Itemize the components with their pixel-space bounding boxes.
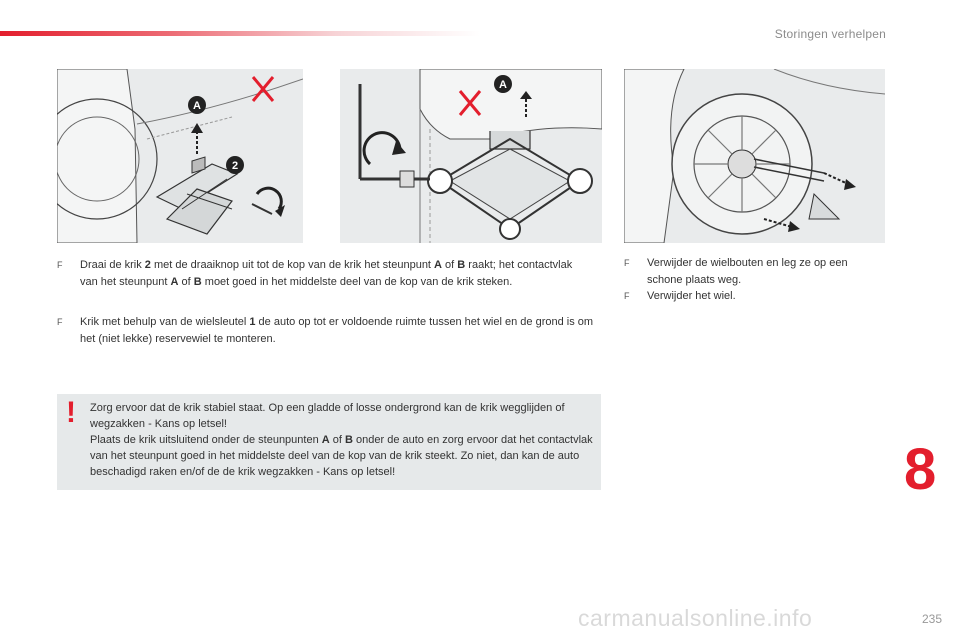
wheel-removal-illustration [624,69,885,243]
callout-2-label: 2 [231,160,239,172]
step-text: Draai de krik 2 met de draaiknop uit tot de kop van de krik het steunpunt A of B raakt; het contactvlak van het steunpunt A of B moet goed in het middelste deel van de kop van de krik steken. [80,259,573,288]
step-text: Verwijder de wielbouten en leg ze op een schone plaats weg. [647,257,848,286]
instruction-step-1 [57,257,577,291]
warning-line-2: Plaats de krik uitsluitend onder de steunpunten A of B onder de auto en zorg ervoor dat het contactvlak van het steunpunt goed in het middelste deel van de kop van de krik steekt. Zo niet, dan kan de auto beschadigd raken en/of de de krik wegzakken - Kans op letsel! [90,434,593,478]
wheel-removal-drawing [624,69,885,243]
warning-text [90,400,594,480]
bullet-icon: F [624,258,630,268]
callout-a-label: A [193,100,201,112]
section-title: Storingen verhelpen [774,27,886,41]
warning-line-1: Zorg ervoor dat de krik stabiel staat. Op een gladde of losse ondergrond kan de krik wegglijden of wegzakken - Kans op letsel! [90,402,565,430]
callout-a-label: A [499,79,507,91]
page-number: 235 [921,612,942,626]
chapter-number: 8 [904,437,937,502]
instruction-step-3 [624,255,886,289]
bullet-icon: F [57,317,63,327]
jack-raise-illustration [57,69,303,243]
jack-raise-drawing [57,69,303,243]
header-accent-bar [0,31,480,36]
jack-head-drawing [340,69,602,243]
warning-icon: ! [66,396,76,429]
instruction-step-2 [57,314,597,348]
bullet-icon: F [624,291,630,301]
bullet-icon: F [57,260,63,270]
jack-head-illustration [340,69,602,243]
watermark-text: carmanualsonline.info [578,605,813,631]
step-text: Verwijder het wiel. [647,290,736,302]
step-text: Krik met behulp van de wielsleutel 1 de auto op tot er voldoende ruimte tussen het wiel en de grond is om het (niet lekke) reservewiel te monteren. [80,316,594,345]
instruction-step-4 [624,288,886,305]
warning-box [57,394,601,490]
